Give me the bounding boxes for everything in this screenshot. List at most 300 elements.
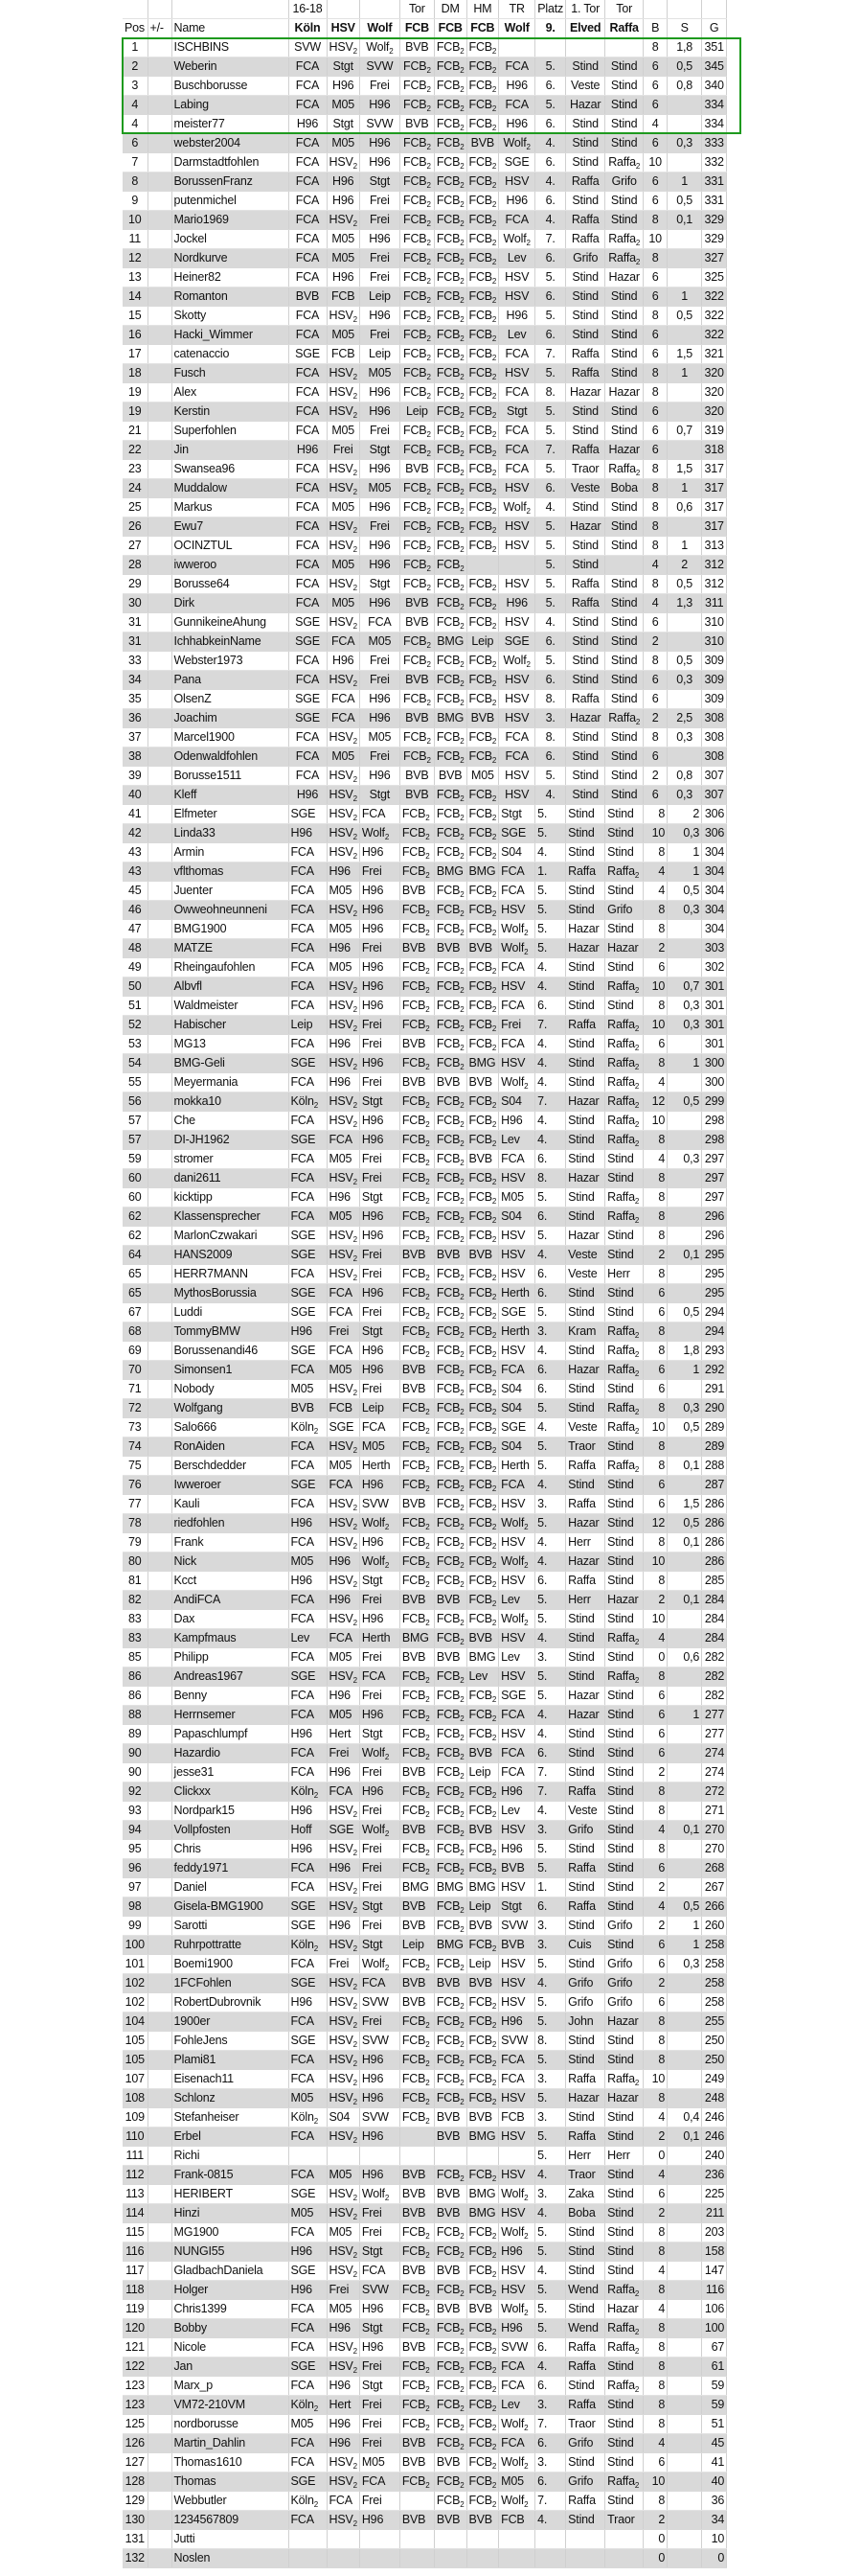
cell-b: 8 bbox=[644, 1782, 668, 1802]
cell-change bbox=[147, 1955, 171, 1974]
cell-first-goal: Veste bbox=[566, 1802, 605, 1821]
cell-first-goal: Stind bbox=[566, 422, 605, 441]
cell-tor-fcb: BVB bbox=[399, 1898, 434, 1917]
cell-g: 322 bbox=[702, 288, 727, 307]
table-row bbox=[123, 2262, 727, 2281]
cell-change bbox=[147, 1265, 171, 1284]
cell-g: 258 bbox=[702, 1993, 727, 2012]
cell-first-goal: Stind bbox=[566, 843, 605, 862]
cell-b: 8 bbox=[644, 1840, 668, 1859]
cell-tr-wolf: Herth bbox=[499, 1284, 535, 1303]
cell-name: Rheingaufohlen bbox=[171, 958, 288, 978]
cell-dm-fcb: BMG bbox=[434, 862, 466, 882]
cell-hsv: $HSV_2$ bbox=[327, 2012, 359, 2032]
cell-g: 258 bbox=[702, 1974, 727, 1993]
cell-pos: 59 bbox=[123, 1150, 147, 1169]
cell-first-goal: Raffa bbox=[566, 2358, 605, 2377]
cell-hsv: $HSV_2$ bbox=[327, 2128, 359, 2147]
cell-dm-fcb bbox=[434, 2147, 466, 2166]
cell-platz: 4. bbox=[535, 1054, 566, 1073]
cell-hm-fcb: $FCB_2$ bbox=[466, 2453, 499, 2472]
cell-dm-fcb: $FCB_2$ bbox=[434, 1725, 466, 1744]
cell-b: 2 bbox=[644, 2511, 668, 2530]
cell-koeln: SGE bbox=[288, 1227, 327, 1246]
cell-koeln: FCA bbox=[288, 326, 327, 345]
cell-pos: 79 bbox=[123, 1533, 147, 1552]
table-row bbox=[123, 1706, 727, 1725]
cell-tor-fcb: $FCB_2$ bbox=[399, 1955, 434, 1974]
cell-wolf: Wolf$_2$ bbox=[359, 824, 399, 843]
cell-platz: 7. bbox=[535, 441, 566, 460]
cell-dm-fcb: $FCB_2$ bbox=[434, 1859, 466, 1878]
cell-top-scorer: Hazar bbox=[605, 2300, 644, 2319]
cell-hsv: M05 bbox=[327, 230, 359, 249]
cell-hm-fcb bbox=[466, 2530, 499, 2549]
cell-hsv: H96 bbox=[327, 268, 359, 288]
cell-tr-wolf: H96 bbox=[499, 1782, 535, 1802]
cell-hm-fcb: $FCB_2$ bbox=[466, 1572, 499, 1591]
cell-pos: 9 bbox=[123, 192, 147, 211]
cell-name: BMG-Geli bbox=[171, 1054, 288, 1073]
cell-tr-wolf: HSV bbox=[499, 1533, 535, 1552]
cell-tr-wolf: HSV bbox=[499, 1878, 535, 1898]
cell-wolf: Frei bbox=[359, 2012, 399, 2032]
cell-dm-fcb: BMG bbox=[434, 1878, 466, 1898]
cell-name: mokka10 bbox=[171, 1092, 288, 1112]
cell-name: Noslen bbox=[171, 2549, 288, 2568]
cell-wolf: Frei bbox=[359, 1687, 399, 1706]
cell-g: 308 bbox=[702, 748, 727, 767]
cell-wolf: FCA bbox=[359, 2472, 399, 2492]
cell-tr-wolf: FCA bbox=[499, 345, 535, 364]
cell-change bbox=[147, 2051, 171, 2070]
cell-dm-fcb: BVB bbox=[434, 767, 466, 786]
cell-pos: 67 bbox=[123, 1303, 147, 1322]
cell-hm-fcb: $FCB_2$ bbox=[466, 882, 499, 901]
cell-platz: 1. bbox=[535, 1878, 566, 1898]
cell-tor-fcb: $FCB_2$ bbox=[399, 1342, 434, 1361]
cell-top-scorer: Raffa$_2$ bbox=[605, 1629, 644, 1648]
cell-b: 2 bbox=[644, 709, 668, 728]
cell-top-scorer: Raffa$_2$ bbox=[605, 153, 644, 172]
cell-tr-wolf: SVW bbox=[499, 1917, 535, 1936]
cell-wolf: Wolf$_2$ bbox=[359, 1744, 399, 1763]
cell-wolf: FCA bbox=[359, 613, 399, 632]
cell-hm-fcb: BVB bbox=[466, 1917, 499, 1936]
table-row bbox=[123, 38, 727, 58]
cell-top-scorer: Raffa$_2$ bbox=[605, 249, 644, 268]
cell-s: 1,5 bbox=[668, 345, 702, 364]
cell-name: kicktipp bbox=[171, 1188, 288, 1208]
cell-platz: 3. bbox=[535, 2070, 566, 2089]
table-row bbox=[123, 1533, 727, 1552]
cell-wolf: H96 bbox=[359, 1782, 399, 1802]
cell-dm-fcb: $FCB_2$ bbox=[434, 556, 466, 575]
cell-first-goal: Raffa bbox=[566, 1495, 605, 1514]
cell-tr-wolf: S04 bbox=[499, 1438, 535, 1457]
cell-platz: 3. bbox=[535, 1936, 566, 1955]
cell-b: 0 bbox=[644, 2530, 668, 2549]
cell-g: 301 bbox=[702, 1016, 727, 1035]
cell-wolf: H96 bbox=[359, 153, 399, 172]
table-row bbox=[123, 1227, 727, 1246]
cell-g: 61 bbox=[702, 2358, 727, 2377]
table-row bbox=[123, 230, 727, 249]
cell-s bbox=[668, 2492, 702, 2511]
table-row bbox=[123, 1265, 727, 1284]
cell-tor-fcb: $FCB_2$ bbox=[399, 2281, 434, 2300]
cell-platz: 4. bbox=[535, 786, 566, 805]
cell-platz: 5. bbox=[535, 1227, 566, 1246]
cell-hsv: $HSV_2$ bbox=[327, 1495, 359, 1514]
cell-hsv: $HSV_2$ bbox=[327, 728, 359, 748]
cell-change bbox=[147, 1744, 171, 1763]
cell-dm-fcb: $FCB_2$ bbox=[434, 537, 466, 556]
cell-hsv: $HSV_2$ bbox=[327, 153, 359, 172]
cell-dm-fcb: $FCB_2$ bbox=[434, 920, 466, 939]
cell-hsv: FCA bbox=[327, 1629, 359, 1648]
cell-top-scorer: Raffa$_2$ bbox=[605, 2377, 644, 2396]
cell-name: Romanton bbox=[171, 288, 288, 307]
cell-g: 320 bbox=[702, 402, 727, 422]
cell-wolf: H96 bbox=[359, 2051, 399, 2070]
cell-platz: 3. bbox=[535, 1495, 566, 1514]
cell-g: 296 bbox=[702, 1208, 727, 1227]
cell-hm-fcb: BMG bbox=[466, 2128, 499, 2147]
cell-top-scorer: Stind bbox=[605, 288, 644, 307]
cell-b: 8 bbox=[644, 211, 668, 230]
cell-koeln: FCA bbox=[288, 402, 327, 422]
cell-koeln: SGE bbox=[288, 632, 327, 652]
cell-name: Marx_p bbox=[171, 2377, 288, 2396]
cell-koeln: FCA bbox=[288, 230, 327, 249]
cell-hm-fcb: $FCB_2$ bbox=[466, 1495, 499, 1514]
cell-hm-fcb: BMG bbox=[466, 2204, 499, 2223]
cell-s: 0,3 bbox=[668, 997, 702, 1016]
cell-tr-wolf: FCB bbox=[499, 2108, 535, 2128]
cell-top-scorer: Raffa$_2$ bbox=[605, 2472, 644, 2492]
cell-first-goal: Stind bbox=[566, 1725, 605, 1744]
cell-pos: 77 bbox=[123, 1495, 147, 1514]
cell-g: 317 bbox=[702, 498, 727, 518]
cell-tr-wolf: Lev bbox=[499, 1591, 535, 1610]
cell-hsv: M05 bbox=[327, 958, 359, 978]
cell-first-goal: Hazar bbox=[566, 1092, 605, 1112]
cell-wolf: Frei bbox=[359, 862, 399, 882]
cell-tor-fcb: $FCB_2$ bbox=[399, 1418, 434, 1438]
cell-koeln: FCA bbox=[288, 192, 327, 211]
cell-dm-fcb: BVB bbox=[434, 2185, 466, 2204]
cell-s bbox=[668, 2051, 702, 2070]
cell-hm-fcb: $FCB_2$ bbox=[466, 997, 499, 1016]
cell-tr-wolf: HSV bbox=[499, 1227, 535, 1246]
cell-hm-fcb: $FCB_2$ bbox=[466, 402, 499, 422]
cell-g: 158 bbox=[702, 2242, 727, 2262]
cell-first-goal: Hazar bbox=[566, 2089, 605, 2108]
cell-pos: 123 bbox=[123, 2377, 147, 2396]
cell-b: 10 bbox=[644, 1016, 668, 1035]
table-row bbox=[123, 1150, 727, 1169]
cell-change bbox=[147, 1073, 171, 1092]
cell-dm-fcb: $FCB_2$ bbox=[434, 1782, 466, 1802]
cell-hsv: M05 bbox=[327, 1706, 359, 1725]
cell-top-scorer: Raffa$_2$ bbox=[605, 460, 644, 479]
cell-s bbox=[668, 1974, 702, 1993]
header-b bbox=[644, 0, 668, 19]
cell-s: 0,3 bbox=[668, 1016, 702, 1035]
cell-platz: 4. bbox=[535, 2204, 566, 2223]
cell-b: 0 bbox=[644, 2147, 668, 2166]
cell-pos: 42 bbox=[123, 824, 147, 843]
cell-tor-fcb: $FCB_2$ bbox=[399, 479, 434, 498]
cell-name: Skotty bbox=[171, 307, 288, 326]
cell-g: 282 bbox=[702, 1668, 727, 1687]
cell-s bbox=[668, 2472, 702, 2492]
cell-b: 8 bbox=[644, 2032, 668, 2051]
cell-pos: 62 bbox=[123, 1227, 147, 1246]
cell-hsv: $HSV_2$ bbox=[327, 1840, 359, 1859]
cell-wolf: H96 bbox=[359, 1054, 399, 1073]
cell-koeln: FCA bbox=[288, 1150, 327, 1169]
cell-wolf: Stgt bbox=[359, 575, 399, 594]
table-row bbox=[123, 2281, 727, 2300]
cell-top-scorer: Grifo bbox=[605, 901, 644, 920]
header-g: G bbox=[702, 19, 727, 38]
cell-hsv: $HSV_2$ bbox=[327, 2472, 359, 2492]
cell-hsv: H96 bbox=[327, 1687, 359, 1706]
table-row bbox=[123, 690, 727, 709]
cell-platz: 4. bbox=[535, 1418, 566, 1438]
cell-wolf: H96 bbox=[359, 96, 399, 115]
cell-g: 312 bbox=[702, 556, 727, 575]
cell-name: Andreas1967 bbox=[171, 1668, 288, 1687]
cell-pos: 121 bbox=[123, 2338, 147, 2358]
cell-hsv: FCA bbox=[327, 709, 359, 728]
cell-hsv: $HSV_2$ bbox=[327, 2262, 359, 2281]
table-row bbox=[123, 1208, 727, 1227]
cell-dm-fcb: $FCB_2$ bbox=[434, 997, 466, 1016]
cell-hsv: Stgt bbox=[327, 58, 359, 77]
table-row bbox=[123, 249, 727, 268]
cell-top-scorer: Stind bbox=[605, 1150, 644, 1169]
header-change: +/- bbox=[147, 19, 171, 38]
cell-s: 1,8 bbox=[668, 38, 702, 58]
cell-tor-fcb: $FCB_2$ bbox=[399, 997, 434, 1016]
cell-s: 2,5 bbox=[668, 709, 702, 728]
cell-wolf: M05 bbox=[359, 364, 399, 383]
cell-hsv: FCA bbox=[327, 1782, 359, 1802]
cell-tr-wolf: H96 bbox=[499, 1840, 535, 1859]
cell-first-goal: Traor bbox=[566, 2166, 605, 2185]
cell-platz: 4. bbox=[535, 134, 566, 153]
cell-g: 282 bbox=[702, 1648, 727, 1668]
cell-koeln bbox=[288, 2530, 327, 2549]
cell-b: 2 bbox=[644, 1246, 668, 1265]
cell-tr-wolf: Stgt bbox=[499, 1898, 535, 1917]
cell-tr-wolf: Wolf$_2$ bbox=[499, 2223, 535, 2242]
cell-first-goal: Stind bbox=[566, 326, 605, 345]
cell-wolf: Stgt bbox=[359, 786, 399, 805]
cell-wolf: H96 bbox=[359, 307, 399, 326]
cell-pos: 52 bbox=[123, 1016, 147, 1035]
cell-wolf: Stgt bbox=[359, 2377, 399, 2396]
cell-first-goal: Raffa bbox=[566, 1016, 605, 1035]
cell-platz: 3. bbox=[535, 2185, 566, 2204]
cell-tr-wolf: FCA bbox=[499, 383, 535, 402]
cell-tor-fcb: $FCB_2$ bbox=[399, 364, 434, 383]
cell-tor-fcb: $FCB_2$ bbox=[399, 383, 434, 402]
cell-s bbox=[668, 2262, 702, 2281]
table-row bbox=[123, 345, 727, 364]
cell-dm-fcb: $FCB_2$ bbox=[434, 1706, 466, 1725]
cell-hsv bbox=[327, 2549, 359, 2568]
cell-wolf: Frei bbox=[359, 1859, 399, 1878]
cell-s bbox=[668, 1073, 702, 1092]
cell-koeln: SGE bbox=[288, 1284, 327, 1303]
cell-hm-fcb: $FCB_2$ bbox=[466, 1342, 499, 1361]
cell-wolf: Frei bbox=[359, 2434, 399, 2453]
cell-hsv: $HSV_2$ bbox=[327, 1227, 359, 1246]
cell-tor-fcb: $FCB_2$ bbox=[399, 134, 434, 153]
cell-hsv: H96 bbox=[327, 1763, 359, 1782]
cell-wolf: H96 bbox=[359, 2338, 399, 2358]
cell-tor-fcb bbox=[399, 2549, 434, 2568]
cell-wolf: FCA bbox=[359, 1418, 399, 1438]
cell-b: 8 bbox=[644, 2415, 668, 2434]
cell-wolf: Frei bbox=[359, 1763, 399, 1782]
cell-tor-fcb: $FCB_2$ bbox=[399, 2051, 434, 2070]
header-platz: Platz bbox=[535, 0, 566, 19]
cell-first-goal: Raffa bbox=[566, 2338, 605, 2358]
cell-dm-fcb: $FCB_2$ bbox=[434, 58, 466, 77]
header-row1 bbox=[123, 0, 727, 19]
cell-platz: 6. bbox=[535, 1265, 566, 1284]
cell-hsv: Stgt bbox=[327, 115, 359, 134]
cell-tor-fcb: BVB bbox=[399, 2338, 434, 2358]
cell-name: Borusse1511 bbox=[171, 767, 288, 786]
cell-hsv: SGE bbox=[327, 1418, 359, 1438]
cell-g: 291 bbox=[702, 1380, 727, 1399]
cell-platz: 6. bbox=[535, 326, 566, 345]
cell-hm-fcb: $FCB_2$ bbox=[466, 824, 499, 843]
cell-change bbox=[147, 1495, 171, 1514]
table-row bbox=[123, 2377, 727, 2396]
cell-s: 0,1 bbox=[668, 211, 702, 230]
cell-tr-wolf: Herth bbox=[499, 1322, 535, 1342]
cell-name: Ruhrpottratte bbox=[171, 1936, 288, 1955]
cell-b: 8 bbox=[644, 575, 668, 594]
cell-koeln: FCA bbox=[288, 1648, 327, 1668]
cell-koeln: FCA bbox=[288, 2319, 327, 2338]
cell-pos: 30 bbox=[123, 594, 147, 613]
cell-s: 0,1 bbox=[668, 1591, 702, 1610]
cell-pos: 38 bbox=[123, 748, 147, 767]
cell-koeln: FCA bbox=[288, 1495, 327, 1514]
cell-tr-wolf: HSV bbox=[499, 1974, 535, 1993]
cell-name: Armin bbox=[171, 843, 288, 862]
cell-tor-fcb: $FCB_2$ bbox=[399, 1687, 434, 1706]
cell-hm-fcb: $FCB_2$ bbox=[466, 249, 499, 268]
cell-first-goal: Stind bbox=[566, 805, 605, 824]
cell-g: 274 bbox=[702, 1744, 727, 1763]
cell-koeln: SGE bbox=[288, 613, 327, 632]
cell-tr-wolf: SGE bbox=[499, 632, 535, 652]
table-row bbox=[123, 2472, 727, 2492]
cell-wolf: Frei bbox=[359, 1246, 399, 1265]
cell-g: 36 bbox=[702, 2492, 727, 2511]
table-row bbox=[123, 652, 727, 671]
cell-pos: 105 bbox=[123, 2032, 147, 2051]
cell-platz: 5. bbox=[535, 537, 566, 556]
cell-tr-wolf: Lev bbox=[499, 1131, 535, 1150]
table-row bbox=[123, 2358, 727, 2377]
cell-first-goal: Hazar bbox=[566, 1514, 605, 1533]
cell-name: Boemi1900 bbox=[171, 1955, 288, 1974]
cell-koeln: M05 bbox=[288, 2089, 327, 2108]
cell-change bbox=[147, 786, 171, 805]
cell-hm-fcb: $FCB_2$ bbox=[466, 1112, 499, 1131]
cell-platz: 5. bbox=[535, 824, 566, 843]
cell-tor-fcb: BVB bbox=[399, 2262, 434, 2281]
cell-koeln: FCA bbox=[288, 1265, 327, 1284]
cell-g: 293 bbox=[702, 1342, 727, 1361]
cell-platz: 4. bbox=[535, 1706, 566, 1725]
cell-wolf: Frei bbox=[359, 326, 399, 345]
cell-name: Kleff bbox=[171, 786, 288, 805]
cell-name: Ewu7 bbox=[171, 518, 288, 537]
cell-s bbox=[668, 1188, 702, 1208]
cell-b: 6 bbox=[644, 192, 668, 211]
cell-change bbox=[147, 2204, 171, 2223]
cell-tor-fcb: $FCB_2$ bbox=[399, 1188, 434, 1208]
cell-top-scorer: Stind bbox=[605, 2453, 644, 2472]
cell-first-goal: Stind bbox=[566, 402, 605, 422]
table-row bbox=[123, 1591, 727, 1610]
cell-pos: 85 bbox=[123, 1648, 147, 1668]
table-row bbox=[123, 1840, 727, 1859]
cell-dm-fcb: $FCB_2$ bbox=[434, 498, 466, 518]
cell-dm-fcb: $FCB_2$ bbox=[434, 1514, 466, 1533]
cell-hm-fcb: $FCB_2$ bbox=[466, 326, 499, 345]
cell-hm-fcb: $FCB_2$ bbox=[466, 307, 499, 326]
cell-tor-fcb: $FCB_2$ bbox=[399, 556, 434, 575]
table-row bbox=[123, 479, 727, 498]
cell-wolf: Frei bbox=[359, 1591, 399, 1610]
cell-g: 292 bbox=[702, 1361, 727, 1380]
cell-tr-wolf: FCA bbox=[499, 2377, 535, 2396]
cell-s: 0,1 bbox=[668, 1246, 702, 1265]
cell-b: 4 bbox=[644, 1821, 668, 1840]
table-row bbox=[123, 2242, 727, 2262]
cell-top-scorer bbox=[605, 38, 644, 58]
cell-top-scorer: Stind bbox=[605, 2492, 644, 2511]
cell-platz: 6. bbox=[535, 1744, 566, 1763]
cell-tor-fcb: BVB bbox=[399, 1380, 434, 1399]
table-row bbox=[123, 77, 727, 96]
cell-tr-wolf: FCA bbox=[499, 1476, 535, 1495]
cell-tr-wolf: HSV bbox=[499, 1054, 535, 1073]
cell-g: 290 bbox=[702, 1399, 727, 1418]
cell-platz: 4. bbox=[535, 498, 566, 518]
cell-hsv: H96 bbox=[327, 862, 359, 882]
cell-g: 320 bbox=[702, 383, 727, 402]
cell-s bbox=[668, 920, 702, 939]
cell-koeln: FCA bbox=[288, 2377, 327, 2396]
cell-s bbox=[668, 1859, 702, 1878]
cell-platz: 7. bbox=[535, 1763, 566, 1782]
cell-b: 8 bbox=[644, 1169, 668, 1188]
cell-pos: 126 bbox=[123, 2434, 147, 2453]
